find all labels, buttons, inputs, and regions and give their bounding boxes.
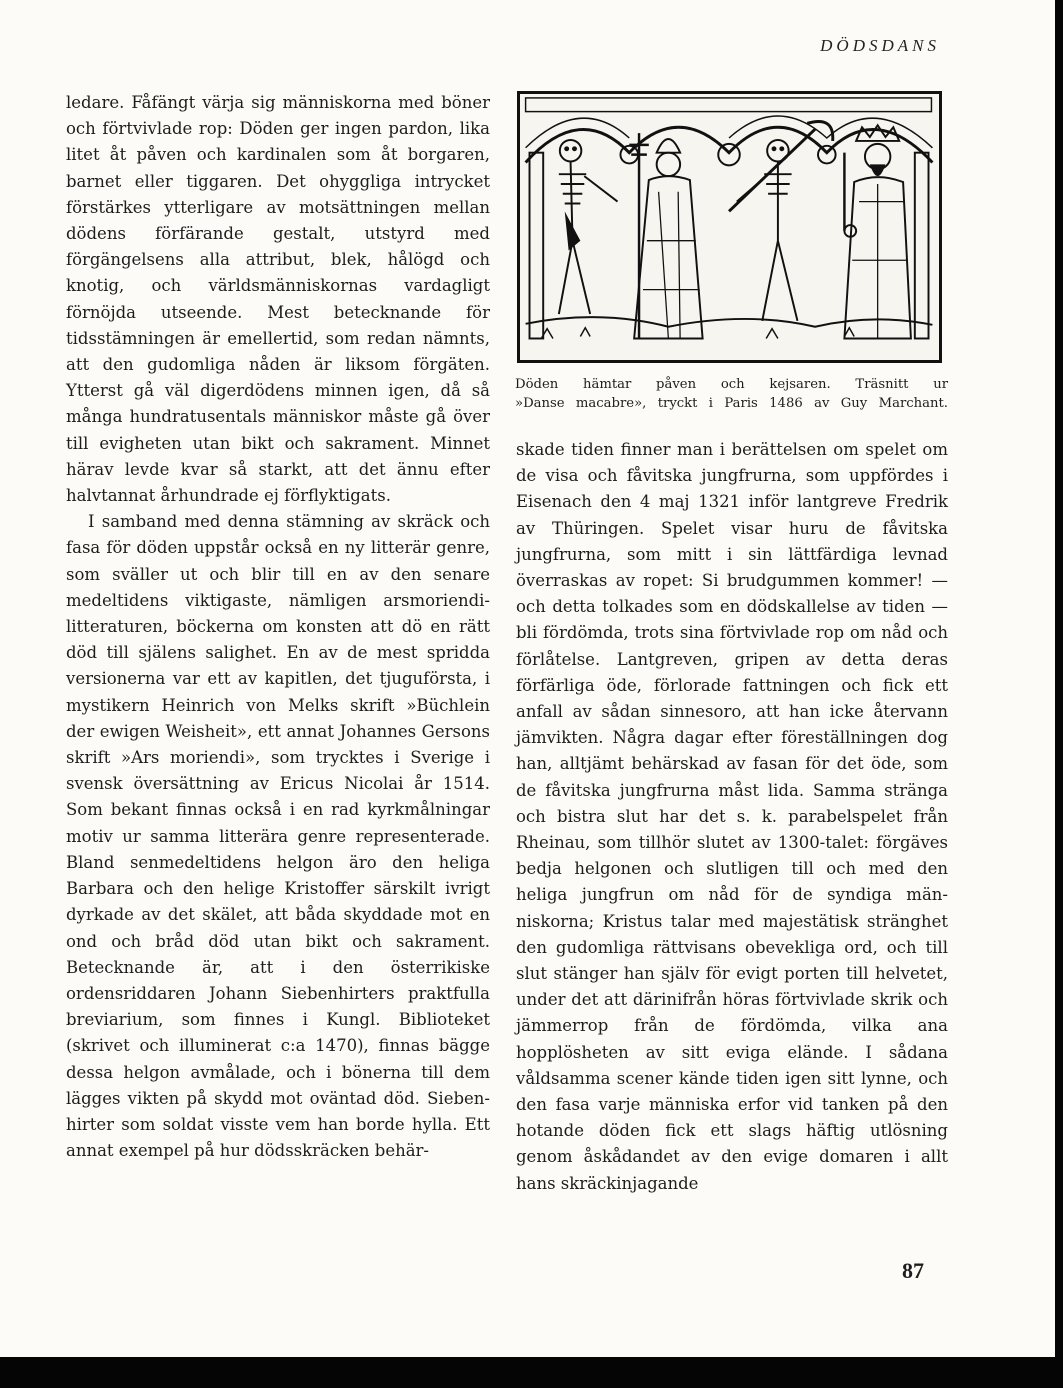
woodcut-figure <box>517 91 942 363</box>
paragraph: I samband med denna stämning av skräck och fasa för döden uppstår också en ny litterär genre, som sväller ut och blir till en av den senare medeltidens viktigaste, nämligen arsmoriendi-litteraturen, böckerna om konsten att dö en rätt död till själens salighet. En av de mest spridda versionerna var ett av kapitlen, det tjuguförsta, i mystikern Heinrich von Melks skrift »Büchlein der ewigen Weisheit», ett annat Johannes Gersons skrift »Ars moriendi», som trycktes i Sverige i svensk översättning av Ericus Nicolai år 1514. Som bekant finnas också i en rad kyrkmålningar motiv ur samma litterära genre representerade. Bland senmedeltidens helgon äro den heliga Barbara och den helige Kristoffer särskilt ivrigt dyrkade av det skälet, att båda skyddade mot en ond och bråd död utan bikt och sakrament. Betecknande är, att i den österrikiske ordensriddaren Johann Siebenhirters praktfulla breviarium, som finnes i Kungl. Biblioteket (skrivet och illuminerat c:a 1470), finnas bägge dessa helgon avmålade, och i bönerna till dem lägges vikten på skydd mot oväntad död. Siebenhirter som soldat visste vem han borde hylla. Ett annat exempel på hur dödsskräcken behär- <box>66 512 490 1161</box>
scan-edge-right <box>1055 0 1063 1388</box>
figure-caption <box>515 375 948 413</box>
woodcut-dance-of-death-icon <box>520 94 939 360</box>
caption-line: »Danse macabre», tryckt i Paris 1486 av Guy Marchant. <box>515 396 948 411</box>
scan-edge-bottom <box>0 1357 1063 1388</box>
paragraph: ledare. Fåfängt värja sig människorna med böner och förtvivlade rop: Döden ger ingen pardon, lika litet åt påven och kardinalen som åt borgaren, barnet eller tiggaren. Det ohyggliga intrycket förstärkes ytterligare av motsättningen mellan dödens förfärande gestalt, utstyrd med förgängelsens alla attribut, blek, hålögd och knotig, och världsmänniskornas vardagligt förnöjda utseende. Mest betecknande för tidsstämningen är emellertid, som redan nämnts, att den gudomliga nåden är liksom förgäten. Ytterst gå väl digerdödens minnen igen, då så många hundratusentals människor måste gå över till evigheten utan bikt och sakrament. Minnet härav levde kvar så starkt, att det ännu efter halvtannat århundrade ej förflyktigats. <box>66 93 490 506</box>
page-number: 87 <box>902 1258 924 1283</box>
caption-line: Döden hämtar påven och kejsaren. Träsnitt ur <box>515 377 948 392</box>
right-column <box>516 437 948 1197</box>
left-column <box>66 90 490 1164</box>
paragraph: skade tiden finner man i berättelsen om spelet om de visa och fåvitska jungfrurna, som uppfördes i Eisenach den 4 maj 1321 inför lantgreve Fredrik av Thüringen. Spelet visar huru de fåvitska jungfrurna, som mitt i sin lättfärdiga levnad överraskas av ropet: Si brudgummen kommer! — och detta tolkades som en dödskallelse av tiden — bli fördömda, trots sina förtvivlade rop om nåd och förlåtelse. Lantgreven, gripen av detta deras förfärliga öde, förlorade fattningen och fick ett anfall av sådan sinnesoro, att han icke återvann jämvikten. Några dagar efter föreställningen dog han, alltjämt behärskad av fasan för det öde, som de fåvitska jungfrurna måst lida. Samma stränga och bistra slut har det s. k. parabelspelet från Rheinau, som tillhör slutet av 1300-talet: förgäves bedja helgonen och slutligen till och med den heliga jungfrun om nåd för de syndiga människorna; Kristus talar med majestätisk stränghet den gudomliga rättvisans obevekliga ord, och till slut stänger han själv för evigt porten till helvetet, under det att därinifrån höras förtvivlade skrik och jämmerrop från de fördömda, vilka ana hopplösheten av sitt eviga elände. I sådana våldsamma scener kände tiden igen sitt lynne, och den fasa varje människa erfor vid tanken på den hotande döden fick ett slags häftig utlösning genom åskådandet av den evige domaren i allt hans skräckinjagande <box>516 440 948 1193</box>
running-head: DÖDSDANS <box>820 36 940 55</box>
